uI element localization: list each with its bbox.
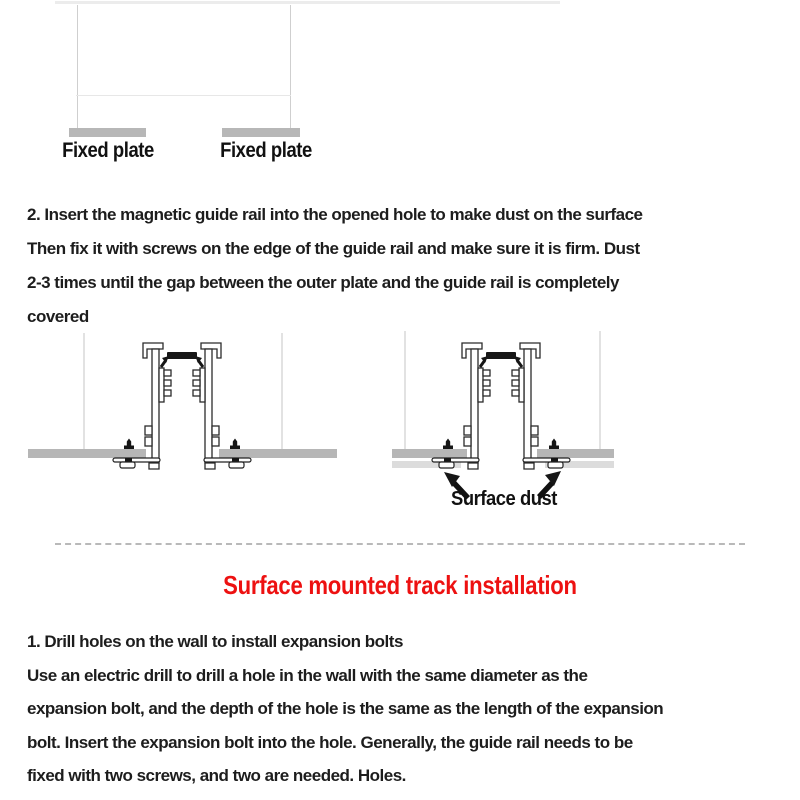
hanging-wire bbox=[290, 5, 291, 128]
instruction-line: covered bbox=[27, 307, 89, 326]
rail-cross-section-diagrams bbox=[0, 330, 800, 510]
ceiling-plate bbox=[392, 449, 467, 458]
recessed-track-diagram-2 bbox=[392, 331, 614, 498]
fixed-plate-label: Fixed plate bbox=[62, 139, 154, 162]
instruction-line: Use an electric drill to drill a hole in the wall with the same diameter as the bbox=[27, 665, 588, 685]
instruction-line: bolt. Insert the expansion bolt into the hole. Generally, the guide rail needs to be bbox=[27, 732, 633, 752]
dashed-divider bbox=[55, 543, 745, 545]
instruction-line: Then fix it with screws on the edge of the guide rail and make sure it is firm. Dust bbox=[27, 239, 640, 258]
instruction-line: 2-3 times until the gap between the outer plate and the guide rail is completely bbox=[27, 273, 619, 292]
fixed-plate-graphic bbox=[222, 128, 300, 137]
instruction-line: 2. Insert the magnetic guide rail into the opened hole to make dust on the surface bbox=[27, 205, 643, 224]
fixed-plate-graphic bbox=[69, 128, 146, 137]
instruction-line: 1. Drill holes on the wall to install expansion bolts bbox=[27, 632, 403, 651]
ceiling-plate bbox=[219, 449, 337, 458]
recessed-track-diagram-1 bbox=[28, 333, 337, 469]
section-title: Surface mounted track installation bbox=[223, 570, 577, 600]
step2-paragraph bbox=[27, 198, 787, 334]
instruction-line: expansion bolt, and the depth of the hole is the same as the length of the expansion bbox=[27, 699, 664, 718]
top-edge-artifact bbox=[55, 1, 560, 4]
ceiling-plate bbox=[28, 449, 146, 458]
instruction-line: fixed with two screws, and two are needed. Holes. bbox=[27, 766, 406, 785]
fixed-plate-label: Fixed plate bbox=[220, 139, 312, 162]
hanging-wire bbox=[77, 5, 78, 128]
surface-dust-label: Surface dust bbox=[451, 488, 557, 510]
faint-ceiling-line bbox=[76, 95, 291, 96]
step1-paragraph bbox=[27, 625, 792, 793]
ceiling-plate bbox=[537, 449, 614, 458]
